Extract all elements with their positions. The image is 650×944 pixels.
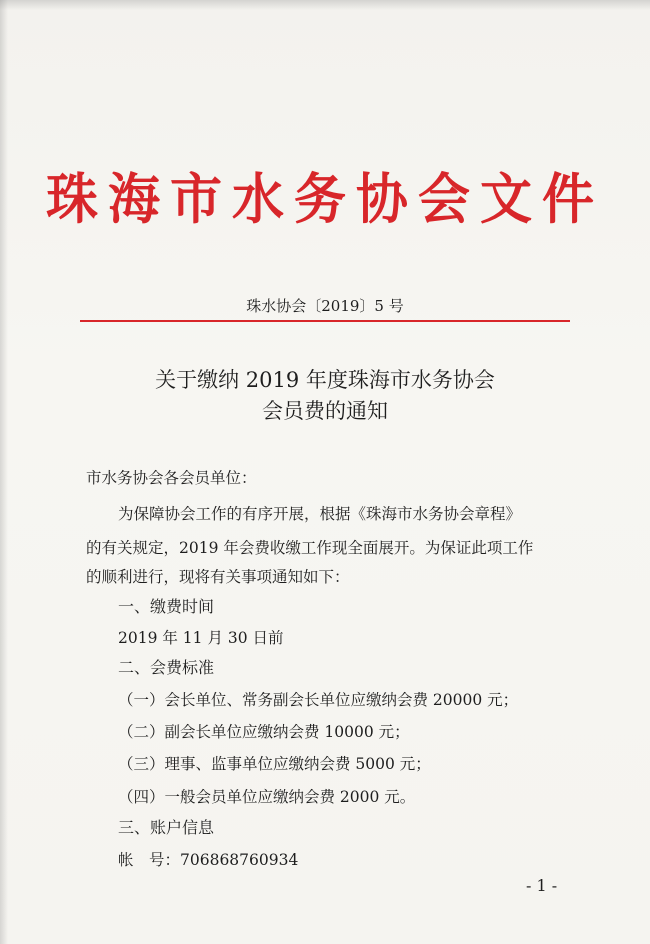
- salutation: 市水务协会各会员单位：: [86, 469, 257, 487]
- intro-paragraph-line-1: 为保障协会工作的有序开展，根据《珠海市水务协会章程》: [118, 505, 522, 523]
- page-number: - 1 -: [526, 876, 558, 895]
- document-number: 珠水协会〔2019〕5 号: [246, 297, 404, 315]
- section-heading-fee-standard: 二、会费标准: [118, 658, 215, 677]
- section-heading-payment-time: 一、缴费时间: [118, 597, 215, 616]
- red-divider-line: [80, 320, 570, 322]
- fee-item: （四）一般会员单位应缴纳会费 2000 元。: [118, 788, 416, 806]
- fee-item: （二）副会长单位应缴纳会费 10000 元；: [118, 723, 410, 741]
- section-heading-account-info: 三、账户信息: [118, 818, 215, 837]
- intro-paragraph-line-2: 的有关规定，2019 年会费收缴工作现全面展开。为保证此项工作: [86, 539, 534, 557]
- account-number: 帐 号：706868760934: [118, 851, 299, 869]
- page-shadow-top: [0, 0, 650, 10]
- notice-title-line-2: 会员费的通知: [262, 399, 388, 423]
- page-shadow-left: [0, 0, 8, 944]
- fee-item: （三）理事、监事单位应缴纳会费 5000 元；: [118, 755, 431, 773]
- org-header-title: 珠海市水务协会文件: [45, 168, 604, 232]
- fee-item: （一）会长单位、常务副会长单位应缴纳会费 20000 元；: [118, 691, 519, 709]
- intro-paragraph-line-3: 的顺利进行，现将有关事项通知如下：: [86, 568, 350, 586]
- payment-deadline: 2019 年 11 月 30 日前: [118, 629, 284, 647]
- notice-title-line-1: 关于缴纳 2019 年度珠海市水务协会: [155, 368, 495, 392]
